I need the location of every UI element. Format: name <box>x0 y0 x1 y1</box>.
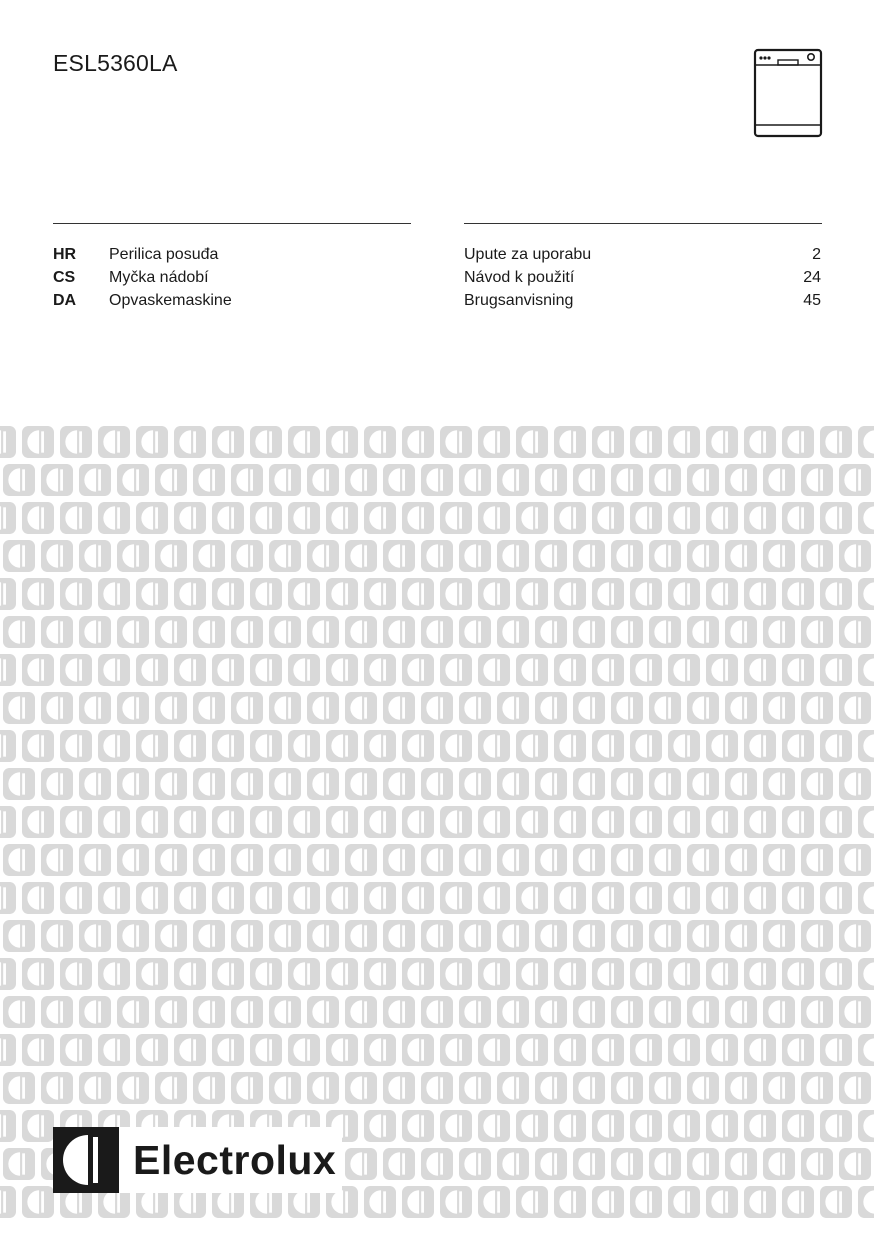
divider-right <box>464 223 822 224</box>
brand-pattern-background <box>0 424 874 1220</box>
page-number: 2 <box>812 246 821 263</box>
language-row-hr <box>0 246 874 268</box>
language-row-da <box>0 292 874 314</box>
product-name: Myčka nádobí <box>109 269 209 286</box>
product-name: Perilica posuđa <box>109 246 219 263</box>
electrolux-logo-icon <box>53 1127 119 1193</box>
brand-name: Electrolux <box>133 1136 337 1183</box>
model-number: ESL5360LA <box>53 50 178 76</box>
manual-title: Návod k použití <box>464 269 575 286</box>
manual-title: Brugsanvisning <box>464 292 574 309</box>
electrolux-pattern-icon <box>0 424 874 1220</box>
divider-left <box>53 223 411 224</box>
page-number: 24 <box>803 269 821 286</box>
page-number: 45 <box>803 292 821 309</box>
dishwasher-icon <box>753 48 823 138</box>
manual-title: Upute za uporabu <box>464 246 592 263</box>
language-code: DA <box>53 292 77 309</box>
product-name: Opvaskemaskine <box>109 292 232 309</box>
language-code: CS <box>53 269 76 286</box>
brand-logo <box>53 1127 342 1193</box>
language-row-cs <box>0 269 874 291</box>
language-code: HR <box>53 246 77 263</box>
